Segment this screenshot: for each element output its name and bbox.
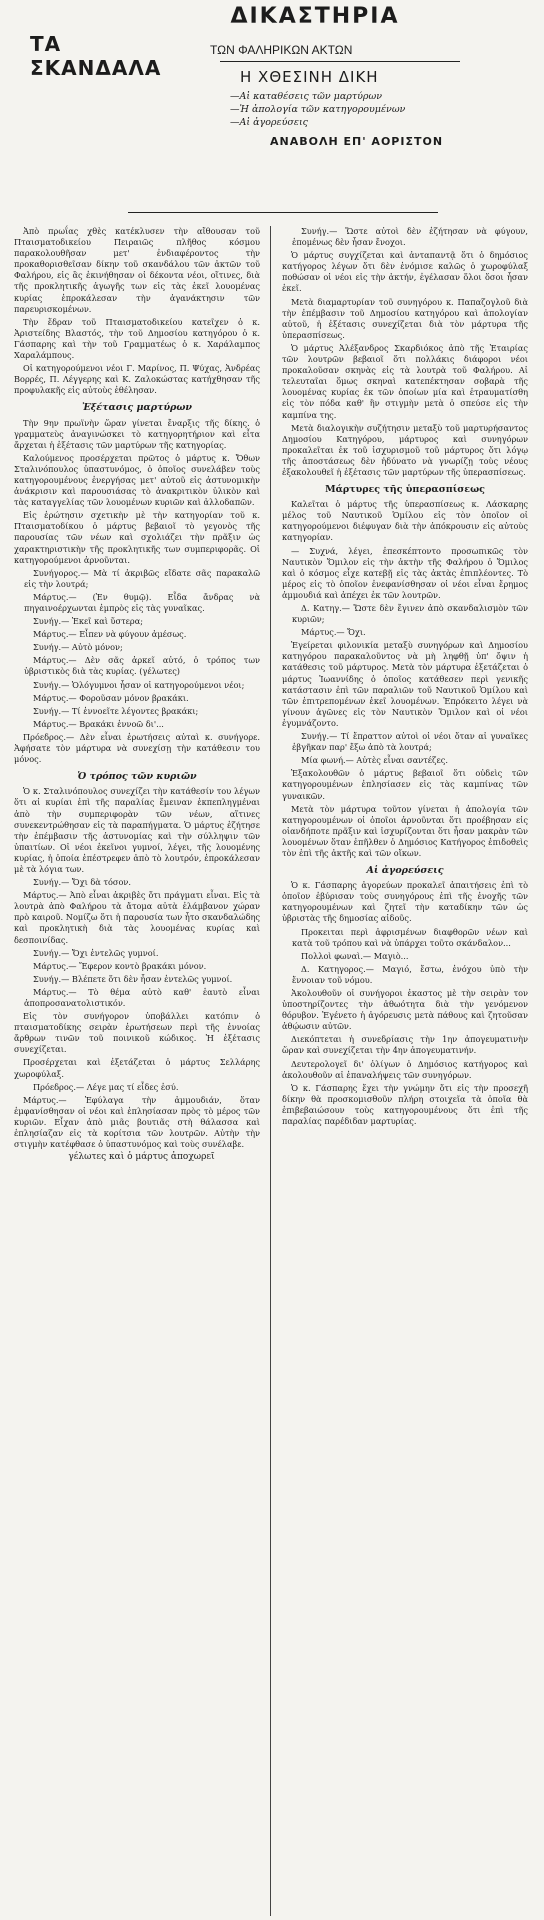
- section-title: ΔΙΚΑΣΤΗΡΙΑ: [230, 4, 400, 29]
- dialogue-line: Μάρτυς.— Εἶπεν νὰ φύγουν ἀμέσως.: [33, 629, 187, 640]
- paragraph: Ὁ κ. Γάσπαρης ἔχει τὴν γνώμην ὅτι εἰς τὴν προσεχῆ δίκην θὰ προσκομισθοῦν πλήρη στοιχεῖα τὰ ὁποῖα θὰ ἐπιβεβαιώσουν τοὺς κατηγορουμένους ὅτι ἐπὶ τῆς παραλίας παρέδιδαν μαρτυρίας.: [282, 1082, 528, 1127]
- column-end-note: γέλωτες καὶ ὁ μάρτυς ἀποχωρεῖ: [68, 1152, 215, 1163]
- paragraph: Ὁ μάρτυς Ἀλέξανδρος Σκαρδιόκος ἀπὸ τῆς Ἑταιρίας τῶν λουτρῶν βεβαιοῖ ὅτι πολλάκις διάφοροι νέοι προκαλοῦσαν σκηνὰς εἰς τὰ λουτρὰ τοῦ Φαλήρου. Αἱ τελευταῖαι ὅμως σκηναὶ κατεπέκτησαν σοβαρὰ τῆς λουομένας κυρίας ἐκ τῶν ὁποίων μία καὶ ἐτραυματίσθη εἰς τὸν πόδα καθ' ἣν στιγμὴν μετὰ ὁ σπεύσε εἰς τὴν καμπίνα της.: [282, 342, 528, 420]
- headline-trial: Η ΧΘΕΣΙΝΗ ΔΙΚΗ: [240, 68, 379, 86]
- dialogue-line: Πρόεδρος.— Λέγε μας τί εἶδες ἐσύ.: [33, 1081, 179, 1092]
- paragraph: Ἐξακολουθῶν ὁ μάρτυς βεβαιοῖ ὅτι οὐδεὶς τῶν κατηγορουμένων ἐπλησίασεν εἰς τὰς καμπίνας τῶν γυναικῶν.: [282, 768, 528, 801]
- dialogue-line: Μάρτυς.— Φοροῦσαν μόνον βρακάκι.: [33, 692, 189, 703]
- subtitle-list: [230, 90, 480, 129]
- headline-beaches: ΤΩΝ ΦΑΛΗΡΙΚΩΝ ΑΚΤΩΝ: [210, 43, 353, 57]
- dialogue-line: Μάρτυς.— Δὲν σᾶς ἀρκεῖ αὐτό, ὁ τρόπος των ὑβριστικὸς διὰ τὰς κυρίας. (γέλωτες): [24, 655, 260, 677]
- paragraph: Ὁ μάρτυς συγχίζεται καὶ ἀνταπαντᾷ ὅτι ὁ δημόσιος κατήγορος λέγων ὅτι δὲν ἐνόμισε καλῶς ὁ χωροφύλαξ ποθώσαν οἱ νέοι εἰς τὴν ἀκτήν, ἐγέλασαν ὅλοι ὅσοι ἦσαν ἐκεῖ.: [282, 250, 528, 294]
- subheading-speeches: Αἱ ἀγορεύσεις: [366, 865, 444, 877]
- dialogue-line: Μάρτυς.— Ἔφερον κοντὸ βρακάκι μόνον.: [33, 960, 207, 971]
- paragraph: Μετὰ διαλογικὴν συζήτησιν μεταξὺ τοῦ μαρτυρήσαντος Δημοσίου Κατηγόρου, μάρτυρος καὶ συνηγόρων προκαλεῖται ἐκ τοῦ ἰσχυρισμοῦ τοῦ μάρτυρος ὅτι λόγῳ τῆς ἀποστάσεως δὲν ἠδύνατο νὰ γνωρίζῃ τοὺς νέους ἐξακολουθεῖ ἡ ἐξέτασις τῶν μαρτύρων τῆς ὑπερασπίσεως.: [282, 422, 528, 477]
- paragraph: Ὁ κ. Γάσπαρης ἀγορεύων προκαλεῖ ἀπαιτήσεις ἐπὶ τὸ ὁποῖον ἐβύρισαν τοὺς συνηγόρους ἐπὶ τῆς ἐνοχῆς τῶν κατηγορουμένων καὶ ζητεῖ τὴν καταδίκην τῶν ὡς ὑβριστὰς τῆς δημοσίας αἰδοῦς.: [282, 880, 528, 924]
- subheading-defense-witnesses: Μάρτυρες τῆς ὑπερασπίσεως: [325, 484, 485, 496]
- left-column: [14, 226, 260, 1165]
- dialogue-line: Συνήγ.— Ὄχι ἐντελῶς γυμνοί.: [33, 947, 159, 958]
- subheading-witnesses: Ἐξέτασις μαρτύρων: [81, 402, 193, 414]
- dialogue-line: Πολλοὶ φωναὶ.— Μαγιὸ...: [301, 950, 409, 961]
- dialogue-line: Συνήγ.— Ἐκεῖ καὶ ὕστερα;: [33, 616, 143, 627]
- subtitle-defense: —Ἡ ἀπολογία τῶν κατηγορουμένων: [230, 104, 406, 115]
- dialogue-line: Δ. Κατηγορος.— Μαγιό, ἔστω, ἐνόχου ὑπὸ τὴν ἔννοιαν τοῦ νόμου.: [292, 963, 528, 985]
- paragraph: Καλεῖται ὁ μάρτυς τῆς ὑπερασπίσεως κ. Λάσκαρης μέλος τοῦ Ναυτικοῦ Ὁμίλου εἰς τὸν ὁποῖον οἱ κατηγορούμενοι διέφυγαν διὰ τὴν ἀπόκρουσιν εἰς αὐτοὺς κατηγορίαν.: [282, 499, 528, 543]
- dialogue-line: Συνήγ.— Τί ἔπραττον αὐτοὶ οἱ νέοι ὅταν αἱ γυναῖκες ἐβγῆκαν παρ' ἔξω ἀπὸ τὰ λουτρά;: [292, 731, 528, 753]
- paragraph: Μάρτυς.— Ἐφύλαγα τὴν ἀμμουδιάν, ὅταν ἐμφανίσθησαν οἱ νέοι καὶ ἐπλησίασαν πρὸς τὸ μέρος τῶν κυριῶν. Εἶχαν ἀπὸ μιᾶς βουτιᾶς στὴ θάλασσα καὶ ἐπλησίαζαν εἰς τὰ κορίτσια τῶν λουτρῶν. Αὐτὴν τὴν στιγμὴν κατέφθασε ὁ ὑπαστυνόμος καὶ τοὺς συνέλαβε.: [14, 1094, 260, 1150]
- dialogue-line: Προκειται περὶ ἀφρισμένων διαφθορῶν νέων καὶ κατὰ τοῦ τρόπου καὶ νὰ ὑπάρχει τοῦτο σκάνδαλον...: [292, 926, 528, 948]
- right-column: [282, 226, 528, 1129]
- adjournment-headline: ΑΝΑΒΟΛΗ ΕΠ' ΑΟΡΙΣΤΟΝ: [270, 135, 444, 148]
- dialogue-line: Συνήγ.— Αὐτὸ μόνον;: [33, 642, 123, 653]
- dialogue-line: Μάρτυς.— (Ἐν θυμῷ). Εἶδα ἄνδρας νὰ πηγαινοέρχωνται ἐμπρὸς εἰς τὰς γυναῖκας.: [24, 591, 260, 613]
- paragraph: Εἰς ἐρώτησιν σχετικὴν μὲ τὴν κατηγορίαν τοῦ κ. Πταισματοδίκου ὁ μάρτυς βεβαιοῖ τὸ γεγονὸς τῆς παρουσίας τῶν νέων καὶ σχολιάζει τὴν πρᾶξιν ὡς χαρακτηριστικὴν τῆς προκλητικῆς των συμπεριφορᾶς. Οἱ κατηγορούμενοι ἀρνοῦνται.: [14, 510, 260, 565]
- paragraph: Εἰς τὸν συνήγορον ὑποβάλλει κατόπιν ὁ πταισματοδίκης σειρὰν ἐρωτήσεων περὶ τῆς ἐννοίας ἄρθρων τινῶν τοῦ ποινικοῦ κώδικος. Ἡ ἐξέτασις συνεχίζεται.: [14, 1011, 260, 1055]
- paragraph: Δευτερολογεῖ δι' ὀλίγων ὁ Δημόσιος κατήγορος καὶ ἀκολουθοῦν αἱ ἐπαναλήψεις τῶν συνηγόρων.: [282, 1058, 528, 1080]
- dialogue-line: Συνήγορος.— Μὰ τί ἀκριβῶς εἴδατε σᾶς παρακαλῶ εἰς τὴν λουτρά;: [24, 567, 260, 589]
- subheading-ladies: Ὁ τρόπος τῶν κυριῶν: [77, 771, 197, 783]
- paragraph: Διεκόπτεται ἡ συνεδρίασις τὴν 1ην ἀπογευματινὴν ὥραν καὶ συνεχίζεται τὴν 4ην ἀπογευματινήν.: [282, 1034, 528, 1056]
- subtitle-speeches: —Αἱ ἀγορεύσεις: [230, 117, 309, 128]
- dialogue-line: Συνήγ.— Τί ἐννοεῖτε λέγοντες βρακάκι;: [33, 705, 199, 716]
- paragraph: Μετὰ διαμαρτυρίαν τοῦ συνηγόρου κ. Παπαζογλοῦ διὰ τὴν ἐπέμβασιν τοῦ Δημοσίου κατηγόρου καὶ ἀπολογίαν αὐτοῦ, ἡ ἐξέτασις συνεχίζεται διὰ τὸν μάρτυρα τῆς ὑπερασπίσεως.: [282, 296, 528, 340]
- paragraph: Τὴν ἕδραν τοῦ Πταισματοδικείου κατεῖχεν ὁ κ. Ἀριστείδης Βλαστός, τὴν τοῦ Δημοσίου κατηγόρου ὁ κ. Γάσπαρης καὶ τὴν τοῦ Γραμματέως ὁ κ. Χαράλαμπος Χαραλάμπους.: [14, 316, 260, 361]
- dialogue-line: Μάρτυς.— Τὸ θέμα αὐτὸ καθ' ἑαυτὸ εἶναι ἀποπροσανατολιστικόν.: [24, 986, 260, 1008]
- paragraph: Ἀπὸ πρωΐας χθὲς κατέκλυσεν τὴν αἴθουσαν τοῦ Πταισματοδικείου Πειραιῶς πλῆθος κόσμου παρακολουθῆσαν μετ' ἐνδιαφέροντος τὴν προκαθορισθεῖσαν δίκην τοῦ σκανδάλου τῶν ἀκτῶν τοῦ Φαλήρου, εἰς ἃς ἐκινήθησαν οἱ δέκοντα νέοι, οἵτινες, διὰ τῆς προκλητικῆς ἀγωγῆς των εἰς τὰς ἐκεῖ λουομένας κυρίας ἐπροκάλεσαν τὴν ἀγανάκτησιν τῶν παρευρισκομένων.: [14, 226, 260, 314]
- header-rule: [220, 61, 460, 62]
- paragraph: Ἀκολουθοῦν οἱ συνήγοροι ἐκαστος μὲ τὴν σειρὰν τον ὑποστηρίζοντες τὴν ἀθωότητα διὰ τὴν γενόμενον θόρυβον. Ἐγένετο ἡ ἀγόρευσις μετὰ πάθους καὶ ζητοῦσαν ἀθῴωσιν αὐτῶν.: [282, 988, 528, 1032]
- paragraph: Μετὰ τὸν μάρτυρα τοῦτον γίνεται ἡ ἀπολογία τῶν κατηγορουμένων οἱ ὁποῖοι ἀρνοῦνται ὅτι προέβησαν εἰς οἱανδήποτε πρᾶξιν καὶ ἰσχυρίζονται ὅτι ἦσαν μακρὰν τῶν λουομένων ὅταν ἐπῆλθεν ὁ Δημόσιος Κατήγορος ἐπιδοθεὶς τὸν ἐπὶ τῆς ἀκτῆς καὶ τῶν οἴκων.: [282, 803, 528, 858]
- dialogue-line: Συνήγ.— Βλέπετε ὅτι δὲν ἦσαν ἐντελῶς γυμνοί.: [33, 973, 233, 984]
- dialogue-line: Δ. Κατηγ.— Ὥστε δὲν ἔγινεν ἀπὸ σκανδαλισμὸν τῶν κυριῶν;: [292, 603, 528, 625]
- paragraph: Μάρτυς.— Ἀπὸ εἶναι ἀκριβὲς ὅτι πράγματι εἶναι. Εἰς τὰ λουτρὰ ἀπὸ Φαλήρου τὰ ἄτομα αὐτὰ ἐλάμβανον χώραν πρὸ καιροῦ. Νομίζω ὅτι ἡ παρουσία των ἦτο σκανδαλώδης καὶ προκλητικὴ διὰ τὰς λουομένας κυρίας καὶ δεσποινίδας.: [14, 890, 260, 945]
- headline-scandal: ΤΑ ΣΚΑΝΔΑΛΑ: [30, 32, 162, 80]
- paragraph: Τὴν 9ην πρωϊνὴν ὥραν γίνεται ἔναρξις τῆς δίκης. ὁ γραμματεὺς ἀναγινώσκει τὸ κατηγορητήριον καὶ εἶτα ἄρχεται ἡ ἐξέτασις τῶν μαρτύρων τῆς κατηγορίας.: [14, 417, 260, 450]
- dialogue-line: Μάρτυς.— Βρακάκι ἐννοῶ δι'...: [33, 718, 164, 729]
- paragraph: Οἱ κατηγορούμενοι νέοι Γ. Μαρίνος, Π. Ψύχας, Ἀνδρέας Βορρές, Π. Λέγγερης καὶ Κ. Ζαλοκώστας κατήχθησαν τῆς προφυλακῆς εἰς αὐτοὺς ἐθέλησαν.: [14, 363, 260, 396]
- dialogue-line: Συνήγ.— Ὄχι δὰ τόσον.: [33, 877, 131, 888]
- column-divider: [270, 226, 271, 1916]
- headline-divider: [128, 212, 438, 213]
- paragraph: Ἐγείρεται φιλονικία μεταξὺ συνηγόρων καὶ Δημοσίου κατηγόρου παρακαλοῦντος νὰ μὴ ληφθῇ ὑπ' ὄψιν ἡ κατάθεσις τοῦ μάρτυρος. Μετὰ τὸν μάρτυρα ἐξετάζεται ὁ μάρτυς Ἰωαννίδης ὁ ὁποῖος κατάθεσεν περὶ γενικῆς κατάστασιν ἐπὶ τῶν παραλιῶν τοῦ Ναυτικοῦ Ὁμίλου καὶ τῶν ἐπιτρεπομένων ἐκεῖ λουομένων. Ἐπρόκειτο λέγει νὰ γίνουν ἀγῶνες εἰς τὸν Ναυτικὸν Ὅμιλον καὶ οἱ νέοι ἐγυμνάζοντο.: [282, 640, 528, 728]
- dialogue-line: Μάρτυς.— Ὄχι.: [301, 627, 366, 638]
- dialogue-line: Συνήγ.— Ὥστε αὐτοὶ δὲν ἐζήτησαν νὰ φύγουν, ἐπομένως δὲν ἦσαν ἔνοχοι.: [292, 226, 528, 248]
- paragraph: Καλούμενος προσέρχεται πρῶτος ὁ μάρτυς κ. Ὄθων Σταλινόπουλος ὑπαστυνόμος, ὁ ὁποῖος συνελάβεν τοὺς κατηγορουμένους ἐνεργήσας μετ' αὐτοῦ εἰς ἀστυνομικὴν ἀνάκρισιν καὶ παρουσιάσας τὸ ἀνακριτικὸν ὑλικὸν καὶ τὰς καταγγελίας τῶν λουομένων κυριῶν καὶ ἀλλοδαπῶν.: [14, 452, 260, 508]
- subtitle-testimonies: —Αἱ καταθέσεις τῶν μαρτύρων: [230, 91, 382, 102]
- paragraph: Ὁ κ. Σταλινόπουλος συνεχίζει τὴν κατάθεσίν του λέγων ὅτι αἱ κυρίαι ἐπὶ τῆς παραλίας ἔμειναν ἐκπεπληγμέναι ἀπὸ τὴν συμπεριφορὰν τῶν νέων, αἵτινες συνεκεντρώθησαν εἰς τὰ παραπήγματα. Ὁ μάρτυς ἐζήτησε τὴν ἐπέμβασιν τῆς ἀστυνομίας καὶ τὴν σύλληψιν τῶν ὑπαιτίων. Οἱ νέοι ἐκεῖνοι γυμνοί, λέγει, τῆς λουομένης κυρίας, ἡ ὁποία ἐπέστρεφεν ἀπὸ τὸ λουτρόν, ἐπροκάλεσαν μὲ τὰ λόγια των.: [14, 786, 260, 874]
- dialogue-line: Μία φωνή.— Αὐτὲς εἶναι σαντέζες.: [301, 755, 448, 766]
- paragraph: Πρόεδρος.— Δὲν εἶναι ἐρωτήσεις αὐταὶ κ. συνήγορε. Ἀφήσατε τὸν μάρτυρα νὰ συνεχίσῃ τὴν κατάθεσιν του μόνος.: [14, 731, 260, 765]
- paragraph: — Συχνά, λέγει, ἐπεσκέπτοντο προσωπικῶς τὸν Ναυτικὸν Ὅμιλον εἰς τὴν ἀκτὴν τῆς Φαλήρου ὁ Ὅμιλος καὶ ὁ κόσμος εἶχε κατεβῇ εἰς τὰς ἀκτὰς ἐπιπλέοντες. Τὸ μέρος εἰς τὸ ὁποῖον ἐνεφανίσθησαν οἱ νέοι εἶναι ἔρημος ἀμμουδιά καὶ ἀπέχει ἐκ τῶν λουτρῶν.: [282, 545, 528, 600]
- article-header: [30, 0, 480, 148]
- dialogue-line: Συνήγ.— Ὁλόγυμνοι ἦσαν οἱ κατηγορούμενοι νέοι;: [33, 679, 245, 690]
- paragraph: Προσέρχεται καὶ ἐξετάζεται ὁ μάρτυς Σελλάρης χωροφύλαξ.: [14, 1057, 260, 1079]
